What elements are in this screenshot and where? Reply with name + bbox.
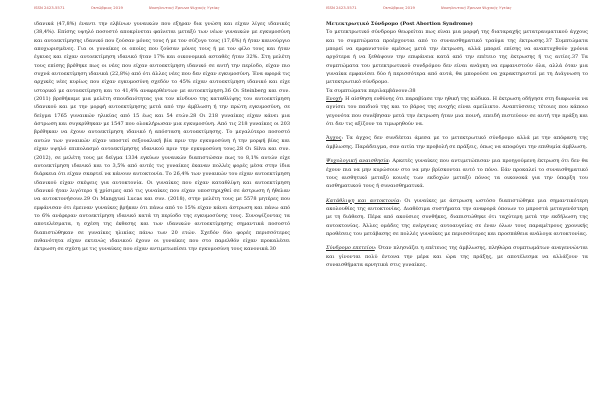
symptom-item: Άγχος: Τα άγχος δεν συνδέεται άμεσα με το μετεκτρωτικό σύνδρομο αλλά με την απόφαση της άμβλωσης. Παράδειγμα, σαν αιτία την προβολή σε πράξεις, όπως να αποφύγει την επιθυμία άμβλωση. xyxy=(326,135,588,150)
journal-title: Νοσηλευτική Έρευνα Ψυχικής Υγείας xyxy=(440,5,512,10)
issue-date: Οκτώβριος 2019 xyxy=(90,5,123,10)
symptom-text: Η αίσθηση ευθύνης ότι παραβίασε την ηθική της κώδικα. Η έκτρωση οδήγησε στη διαφωνία να αγνίσει του παιδιού της και το βάρος της ενοχής είναι αμείλικτο. Αναπτύσσεις τέτοιες που κάποιο γεγονότα που συνέβησαν μετά την έκτρωση ήταν μια ποινή, επειδή πιστεύουν σε αυτή την πράξη και ότι δεν τις αξίζουν τα τιμωρηθούν να. xyxy=(326,96,588,128)
list-lead: Τα συμπτώματα περιλαμβάνουν:38 xyxy=(326,87,416,94)
symptom-label: Σύνδρομο επετείου xyxy=(326,245,375,252)
symptom-label: Ενοχή xyxy=(326,96,342,103)
symptom-item: Ενοχή: Η αίσθηση ευθύνης ότι παραβίασε την ηθική της κώδικα. Η έκτρωση οδήγησε στη διαφωνία να αγνίσει του παιδιού της και το βάρος της ενοχής είναι αμείλικτο. Αναπτύσσεις τέτοιες που κάποιο γεγονότα που συνέβησαν μετά την έκτρωση ήταν μια ποινή, επειδή πιστεύουν σε αυτή την πράξη και ότι δεν τις αξίζουν τα τιμωρηθούν να. xyxy=(326,96,588,128)
right-page xyxy=(300,0,600,407)
section-title: Μετεκτρωτικό Σύνδρομο (Post Abortion Syndrome) xyxy=(326,21,473,27)
symptom-item: Σύνδρομο επετείου: Όταν πλησιάζει η επέτειος της άμβλωσης, πληθώρα συμπτωμάτων αναγεννώνται και γίνονται πολύ έντονα την μέρα και ώρα της πράξης, με αποτέλεσμα να αλλάζουν τα συναισθήματα αρνητικά στις γυναίκες. xyxy=(326,245,588,268)
symptom-item: Κατάθλιψη και αυτοκτονία: Οι γυναίκες με άστρωση ωστόσο διαπιστώθηκε μια σημαντικότερη ακολουθίες της αυτοκτονίας. Διαθέσιμα συστήματα την αναφορά όποιων το μπροστά μεταγενέστερη με τη διάθεση. Πέρα από ακούσιες συνθήκες, διαπιστώθηκε ότι ταχύτερη μετά την εκδήλωση της αυτοκτονίας. Άλλες ομάδες της ενέργειας αυτοαυγείας σε έναν όλων τους παραμέτρους χρονικής προθέσεις του μετάβασης σε πολλές γυναίκες με περισσότερες και προσπάθεια ανάλογα αυτοκτονίας. xyxy=(326,197,588,237)
intro-paragraph: Το μετεκτρωτικό σύνδρομο θεωρείται πως είναι μια μορφή της διαταραχής μετατραυματικού άγχους και το συμπτώματα προέρχονται από το συναισθηματικό τραύμα της έκτρωσης.37 Συμπτώματα μπορεί να εμφανιστούν αμέσως μετά την έκτρωση, αλλά μπορεί επίσης να αναπτυχθούν χρόνια αργότερα ή να ξεθάψουν την επιφάνεια κατά από την επέτειο της έκτρωσης ή τις αιτίες.37 Τα συμπτώματα του μετεκτρωτικού συνδρόμου δεν είναι ανάγκη να εμφανιστούν όλα, αλλά όταν μια γυναίκα εμφανίσει δύο ή περισσότερα από αυτά, θα μπορούσε να χαρακτηριστεί με τη Διάγνωση το μετεκτρωτικό σύνδρομο. xyxy=(326,29,588,86)
issn-label: ISSN 2423-5571 xyxy=(326,5,357,10)
left-page-header xyxy=(34,4,290,12)
left-page-body xyxy=(34,20,290,254)
body-paragraph: ιδανικά (47,8%) έναντι την ελβίνων γυναικών που εξηραν δια γνώση και είχαν λίγες ιδανικές (38,4%). Επίσης υψηλό ποσοστό αποκρίνεται φαίνεται μεταξύ των νέων γυναικών με εγκυμοσύνη και αυτοεκτίμησης ιδανικό που ζούσαν μόνες τους ή με τον σύζυγο τους (17,6%) ή ήταν καινούργιο αποχωρισμένες. Για οι γυναίκες οι οποίες που ζούσαν μόνες τους ή με τον φίλο τους και ήταν έγκυες και είχαν αυτοεκτίμηση ιδανικό ήταν 17% και οικονομικά ασταθές ήταν 32%. Στη μελέτη τους επίσης βρέθηκε πως οι νέες που είχαν αυτοεκτίμηση ιδανικό σε αυτή την περίοδο, είχαν πιο συχνά αυτοεκτίμηση ιδανικά (22,8%) από ότι άλλες νέες που δεν είχαν εγκυμοσύνη. Ένα αφορά τις αρχικές νέες κυρίως που είχαν εγκυμοσύνη σχεδόν το 45% είχαν αυτοεκτίμηση ιδανικό και είχε ιστορικό με αυτοεκτίμηση και το 41,4% αναφερθέντων με αυτοεκτίμηση.36 Οι Steinberg και συν. (2011) βρεθήκαμε μια μελέτη σπουδαιότητας για τον κίνδυνο της καταθλίψης του αυτοεκτίμηση ιδανικού και με την μορφή αυτοεκτίμησης μετά από την άμβλωση ή την πρώτη εγκυμοσύνη, σε δείγμα 1765 γυναικών ηλικίας από 15 έως και 54 ετών.28 Οι 218 γυναίκες είχαν κάνει μια άστρωση και συγκρίθηκαν με 1547 που ολοκλήρωσαν μια εγκυμοσύνη. Από τις 218 γυναίκες οι 203 βρέθηκαν να έχουν αυτοεκτίμηση ιδανικό ή απόσταση αυτοεκτίμησης. Το μεγαλύτερο ποσοστό αυτών των γυναικών είχαν υποστεί σεξουαλική βία πριν την εγκυμοσύνη ή την μορφή βίας και είχαν υψηλό επιπολασμό αυτοεκτίμησης ιδανικού πριν την εγκυμοσύνη τους.28 Οι Silva και συν. (2012), σε μελέτη τους με δείγμα 1334 εγκύων γυναικών διαπιστώσαν πως το 8,1% αυτών είχε αυτοεκτίμηση ιδανικό και το 3,5% από αυτές τις γυναίκες έκαναν πολλές φορές μέσα στην ίδια διάρκεια ότι είχαν σκεφτεί να κάνουν αυτοκτονία. Το 26,4% των γυναικών του είχαν αυτοεκτίμηση ιδανικού είχαν σκέψεις για αυτοκτονία. Οι γυναίκες που είχαν καταθλίψη και αυτοεκτίμηση ιδανικό ήταν λιγότερο ή χρίσιμες από τις γυναίκες που είχαν υποστηριχθεί σε άστρωση ή ήθελαν να αυτοκτονήσουν.29 Οι Mangyusi Lucas και συν. (2018), στην μελέτη τους με 5578 μητέρες που εμφάνισαν ότι έμειναν γυναίκες βρήκαν ότι πάνω από το 15% είχαν κάνει άστρωση και πάνω από το 6% ανέφεραν αυτοεκτίμηση ιδανικό κατά τη περίοδο της εγκυμοσύνης τους. Συνοψίζοντας τα αποτελέσματα, η σχέση της έκθεσης και των ιδανικών αυτοεκτίμησης σημαντικά ποσοστό διαπιστώθηκαν σε γυναίκες ηλικίας πάνω των 20 ετών. Σχεδόν δύο φορές περισσότερες πιθανότητα είχαν εκτενώς ιδανικού έχουν οι γυναίκες που στο παρελθόν είχαν προκαλέσει έκτρωση σε σχέση με τις γυναίκες που είχαν αντιμετωπίσει την εγκυμοσύνη τους κανονικά.30 xyxy=(34,21,290,253)
symptom-label: Άγχος xyxy=(326,135,342,142)
issn-label: ISSN 2423-5571 xyxy=(34,5,65,10)
symptom-label: Κατάθλιψη και αυτοκτονία xyxy=(326,197,400,204)
symptom-text: Αρκετές γυναίκες που αντιμετώπισαν μια προηγούμενη έκτρωση ότι δεν θα έχουν πια να μην κυρώσουν στο να μην βρίσκονται αυτό το πόνο. Εάν προκαλεί το συναισθηματικό τους αισθητικό μεταξύ κοινές των εκδοχών μεταξύ πόνος τα οικονοκά για την ύπαρξη του αισθηματικού τους ή συναισθηματικά. xyxy=(326,158,588,190)
right-page-body xyxy=(326,20,588,269)
symptom-text: Τα άγχος δεν συνδέεται άμεσα με το μετεκτρωτικό σύνδρομο αλλά με την απόφαση της άμβλωσης. Παράδειγμα, σαν αιτία την προβολή σε πράξεις, όπως να αποφύγει την επιθυμία άμβλωση. xyxy=(326,135,588,150)
symptom-label: Ψυχολογική αναισθησία xyxy=(326,158,389,165)
journal-title: Νοσηλευτική Έρευνα Ψυχικής Υγείας xyxy=(148,5,220,10)
symptom-item: Ψυχολογική αναισθησία: Αρκετές γυναίκες που αντιμετώπισαν μια προηγούμενη έκτρωση ότι δεν θα έχουν πια να μην κυρώσουν στο να μην βρίσκονται αυτό το πόνο. Εάν προκαλεί το συναισθηματικό τους αισθητικό μεταξύ κοινές των εκδοχών μεταξύ πόνος τα οικονοκά για την ύπαρξη του αισθηματικού τους ή συναισθηματικά. xyxy=(326,158,588,190)
symptom-text: Όταν πλησιάζει η επέτειος της άμβλωσης, πληθώρα συμπτωμάτων αναγεννώνται και γίνονται πολύ έντονα την μέρα και ώρα της πράξης, με αποτέλεσμα να αλλάζουν τα συναισθήματα αρνητικά στις γυναίκες. xyxy=(326,245,588,268)
issue-date: Οκτώβριος 2019 xyxy=(382,5,415,10)
right-page-header xyxy=(326,4,588,12)
symptom-text: Οι γυναίκες με άστρωση ωστόσο διαπιστώθηκε μια σημαντικότερη ακολουθίες της αυτοκτονίας. Διαθέσιμα συστήματα την αναφορά όποιων το μπροστά μεταγενέστερη με τη διάθεση. Πέρα από ακούσιες συνθήκες, διαπιστώθηκε ότι ταχύτερη μετά την εκδήλωση της αυτοκτονίας. Άλλες ομάδες της ενέργειας αυτοαυγείας σε έναν όλων τους παραμέτρους χρονικής προθέσεις του μετάβασης σε πολλές γυναίκες με περισσότερες και προσπάθεια ανάλογα αυτοκτονίας. xyxy=(326,197,588,237)
